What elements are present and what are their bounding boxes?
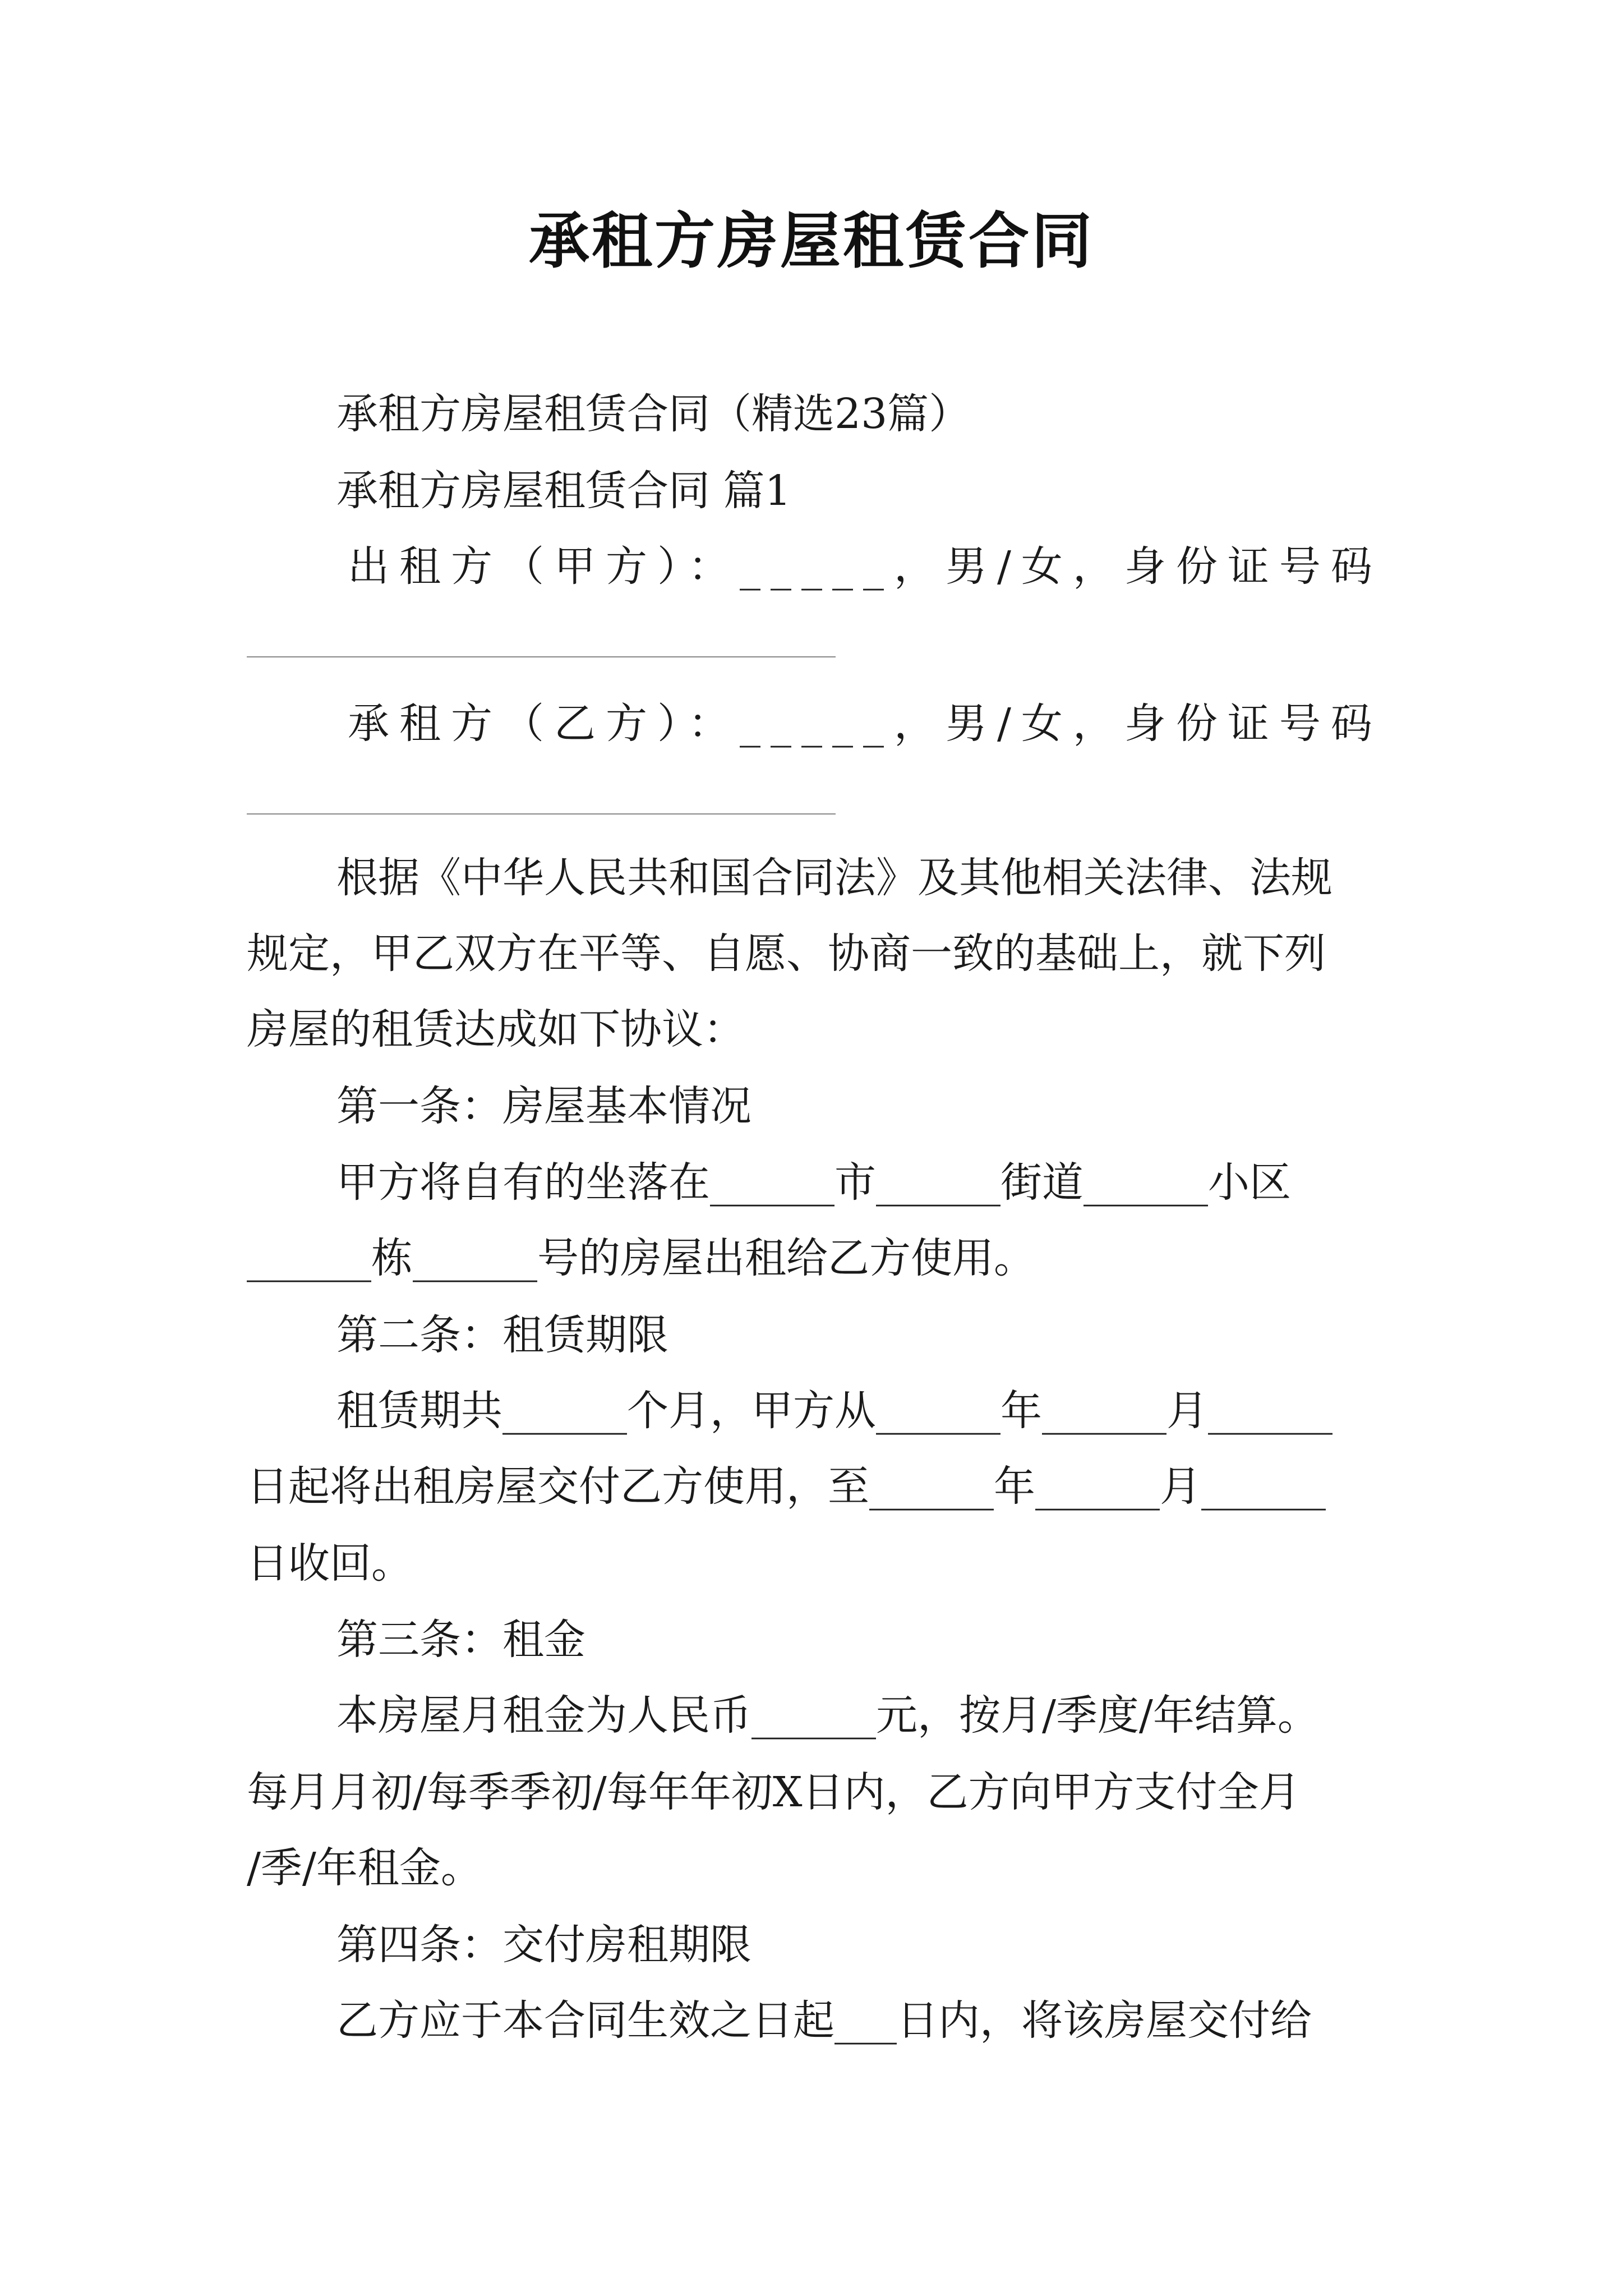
article-heading: 第四条：交付房租期限: [336, 1921, 751, 1969]
subtitle-line: 承租方房屋租赁合同（精选23篇）: [336, 390, 971, 438]
page-title: 承租方房屋租赁合同: [528, 206, 1094, 277]
paragraph-line: 乙方应于本合同生效之日起___日内，将该房屋交付给: [336, 1996, 1312, 2045]
section-heading: 承租方房屋租赁合同 篇1: [336, 467, 791, 515]
article-heading: 第一条：房屋基本情况: [336, 1082, 751, 1130]
paragraph-line: 租赁期共______个月，甲方从______年______月______: [336, 1387, 1332, 1435]
paragraph-line: 甲方将自有的坐落在______市______街道______小区: [336, 1158, 1291, 1207]
paragraph-line: 根据《中华人民共和国合同法》及其他相关法律、法规: [336, 854, 1332, 902]
paragraph-line: 日收回。: [247, 1539, 413, 1588]
lessee-line: 承租方（乙方）：_____，男/女，身份证号码: [348, 700, 1382, 748]
article-heading: 第三条：租金: [336, 1616, 585, 1664]
paragraph-line: 每月月初/每季季初/每年年初X日内，乙方向甲方支付全月: [247, 1768, 1301, 1816]
paragraph-line: ______栋______号的房屋出租给乙方使用。: [247, 1234, 1035, 1282]
article-heading: 第二条：租赁期限: [336, 1311, 668, 1359]
paragraph-line: 房屋的租赁达成如下协议：: [247, 1005, 745, 1053]
id-number-blank-line: [247, 813, 836, 815]
paragraph-line: 本房屋月租金为人民币______元，按月/季度/年结算。: [336, 1691, 1319, 1740]
id-number-blank-line: [247, 656, 836, 657]
paragraph-line: 日起将出租房屋交付乙方使用，至______年______月______: [247, 1462, 1326, 1511]
lessor-line: 出租方（甲方）：_____，男/女，身份证号码: [348, 542, 1382, 591]
paragraph-line: 规定，甲乙双方在平等、自愿、协商一致的基础上，就下列: [247, 930, 1326, 978]
paragraph-line: /季/年租金。: [247, 1844, 482, 1892]
